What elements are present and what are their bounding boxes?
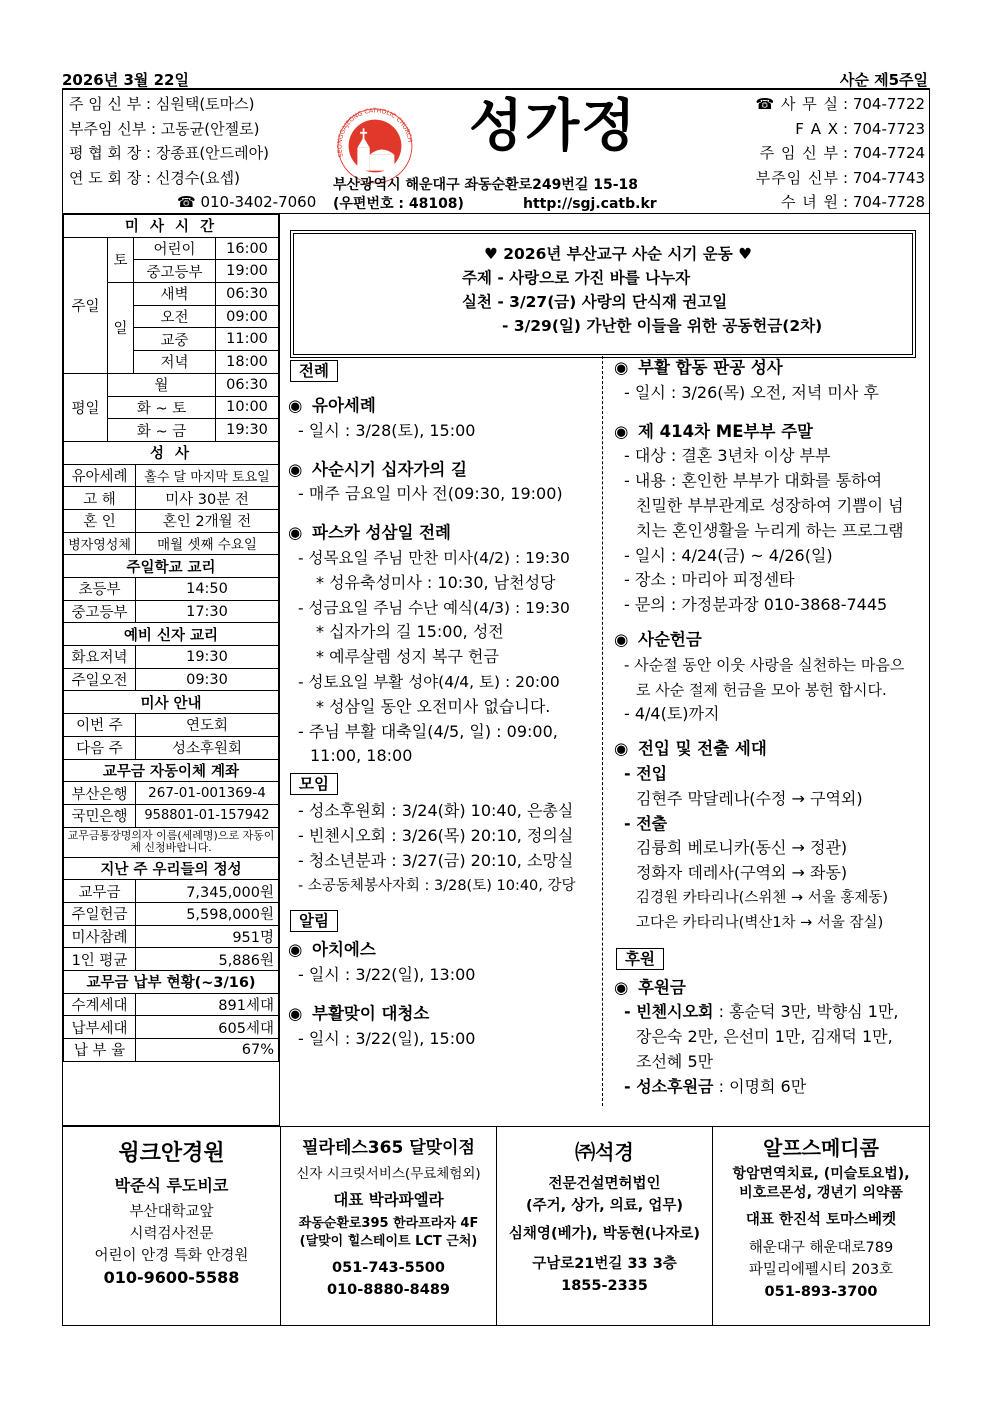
guide-value: 연도회 xyxy=(136,714,279,737)
mass-schedule-heading: 미 사 시 간 xyxy=(64,215,279,238)
bulletin-title: 성가정 xyxy=(469,94,638,159)
notice-line: - 일시 : 3/22(일), 15:00 xyxy=(298,1028,476,1048)
day-label: 일 xyxy=(108,283,134,374)
bullet-icon: ◉ xyxy=(288,940,303,960)
notice-line: - 일시 : 4/24(금) ~ 4/26(일) xyxy=(624,545,833,565)
ad-pilates xyxy=(281,1127,497,1325)
offering-heading: 지난 주 우리들의 정성 xyxy=(64,857,279,880)
guide-value: 성소후원회 xyxy=(136,736,279,759)
liturgical-week: 사순 제5주일 xyxy=(839,71,928,89)
household-line: 김경원 카타리나(스위첸 → 서울 홍제동) xyxy=(636,889,889,906)
notice-heading: ◉ 후원금 xyxy=(614,976,926,1001)
sunday-school-heading: 주일학교 교리 xyxy=(64,555,279,578)
donation-line: - 성소후원금 : 이명희 6만 xyxy=(624,1076,807,1096)
notice-heading: ◉ 부활맞이 대청소 xyxy=(288,1002,598,1027)
class-time: 09:30 xyxy=(136,668,279,691)
ad-name: 윙크안경원 xyxy=(118,1141,225,1166)
offering-name: 미사참례 xyxy=(64,925,136,948)
meeting-line: - 청소년분과 : 3/27(금) 20:10, 소망실 xyxy=(298,850,574,870)
sacrament-value: 홀수 달 마지막 토요일 xyxy=(136,464,279,487)
ad-line: 신자 시크릿서비스(무료체험외) xyxy=(296,1166,481,1182)
mass-time: 18:00 xyxy=(216,351,279,374)
offering-name: 주일헌금 xyxy=(64,902,136,925)
notice-heading: ◉ 제 414차 ME부부 주말 xyxy=(614,420,926,445)
banner-title: ♥ 2026년 부산교구 사순 시기 운동 ♥ xyxy=(483,245,752,263)
donation-line: 장은숙 2만, 은선미 1만, 김재덕 1만, xyxy=(636,1027,893,1047)
dues-value: 605세대 xyxy=(136,1016,279,1039)
contact-row: ☎ 사 무 실 : 704-7722 xyxy=(755,95,926,113)
mass-name: 저녁 xyxy=(134,351,216,374)
account-number: 958801-01-157942 xyxy=(136,804,279,827)
account-number: 267-01-001369-4 xyxy=(136,782,279,805)
ad-line: 전문건설면허법인 xyxy=(548,1176,661,1192)
sacrament-value: 매월 셋째 수요일 xyxy=(136,532,279,555)
class-time: 14:50 xyxy=(136,578,279,601)
contact-row: 주 임 신 부 : 704-7724 xyxy=(759,144,926,162)
ad-name: ㈜석경 xyxy=(575,1140,634,1164)
dues-heading: 교무금 납부 현황(~3/16) xyxy=(64,971,279,994)
masthead xyxy=(62,90,930,214)
transfer-heading: 교무금 자동이체 계좌 xyxy=(64,759,279,782)
notice-heading: ◉ 사순시기 십자가의 길 xyxy=(288,458,598,483)
offering-value: 5,598,000원 xyxy=(136,902,279,925)
notice-heading: ◉ 아치에스 xyxy=(288,938,598,963)
notice-line: 치는 혼인생활을 누리게 하는 프로그램 xyxy=(636,520,904,540)
notice-line: - 주님 부활 대축일(4/5, 일) : 09:00, xyxy=(298,721,558,741)
contact-row: 부주임 신부 : 704-7743 xyxy=(755,168,926,187)
clergy-line: 평 협 회 장 : 장종표(안드레아) xyxy=(69,144,269,162)
notice-heading: ◉ 사순헌금 xyxy=(614,628,926,653)
mass-name: 월 xyxy=(108,373,216,396)
notice-line: - 사순절 동안 이웃 사랑을 실천하는 마음으 xyxy=(624,655,905,674)
donation-line: - 빈첸시오회 : 홍순덕 3만, 박향심 1만, xyxy=(624,1002,899,1022)
dues-name: 납 부 율 xyxy=(64,1039,136,1062)
notice-line: - 성토요일 부활 성야(4/4, 토) : 20:00 xyxy=(298,672,560,691)
meeting-line: - 성소후원회 : 3/24(화) 10:40, 은총실 xyxy=(298,801,574,821)
notice-line: * 성삼일 동안 오전미사 없습니다. xyxy=(316,696,551,716)
offering-value: 951명 xyxy=(136,925,279,948)
dues-value: 891세대 xyxy=(136,993,279,1016)
notice-line: - 일시 : 3/22(일), 13:00 xyxy=(298,965,476,985)
offering-value: 5,886원 xyxy=(136,948,279,971)
weekday-label: 평일 xyxy=(64,373,108,441)
offering-name: 1인 평균 xyxy=(64,948,136,971)
class-name: 주일오전 xyxy=(64,668,136,691)
clergy-line: 연 도 회 장 : 신경수(요셉) xyxy=(69,168,241,187)
bullet-icon: ◉ xyxy=(614,977,629,997)
clergy-list xyxy=(69,92,316,215)
ad-phone: 1855-2335 xyxy=(561,1278,648,1294)
clergy-line: 부주임 신부 : 고동균(안젤로) xyxy=(69,119,260,138)
notice-line: - 장소 : 마리아 피정센타 xyxy=(624,570,795,590)
household-line: 김륭희 베로니카(동신 → 정관) xyxy=(636,838,848,858)
guide-name: 다음 주 xyxy=(64,736,136,759)
section-tag-meeting: 모임 xyxy=(290,773,338,795)
bank-name: 국민은행 xyxy=(64,804,136,827)
notice-line: - 매주 금요일 미사 전(09:30, 19:00) xyxy=(298,484,563,504)
mass-time: 10:00 xyxy=(216,396,279,419)
ad-wink-optical xyxy=(63,1127,281,1325)
bullet-icon: ◉ xyxy=(614,421,629,441)
ad-line: 항암면역치료, (미슬토요법), xyxy=(732,1166,910,1182)
class-time: 19:30 xyxy=(136,646,279,669)
bullet-icon: ◉ xyxy=(614,739,629,759)
mass-name: 중고등부 xyxy=(134,260,216,283)
mass-name: 화 ~ 토 xyxy=(108,396,216,419)
notice-line: - 일시 : 3/28(토), 15:00 xyxy=(298,420,476,440)
mass-name: 어린이 xyxy=(134,237,216,260)
dues-value: 67% xyxy=(136,1039,279,1062)
ad-line: (달맞이 힐스테이트 LCT 근처) xyxy=(299,1234,478,1249)
dues-name: 수계세대 xyxy=(64,993,136,1016)
notice-line: 친밀한 부부관계로 성장하여 기쁨이 넘 xyxy=(636,495,904,515)
class-name: 화요저녁 xyxy=(64,646,136,669)
bullet-icon: ◉ xyxy=(288,396,303,415)
ad-line: 어린이 안경 특화 안경원 xyxy=(94,1248,249,1264)
street-address: 부산광역시 해운대구 좌동순환로249번길 15-18 xyxy=(333,177,639,193)
clergy-line: 주 임 신 부 : 심원택(토마스) xyxy=(69,95,255,113)
banner-theme: 주제 - 사랑으로 가진 바를 나누자 xyxy=(462,269,691,287)
mass-time: 06:30 xyxy=(216,373,279,396)
main-content xyxy=(280,214,930,1126)
notice-heading: ◉ 전입 및 전출 세대 xyxy=(614,737,926,762)
section-tag-notice: 알림 xyxy=(290,910,338,932)
ad-line: 구남로21번길 33 3층 xyxy=(532,1256,677,1272)
mass-name: 새벽 xyxy=(134,283,216,306)
notice-heading: ◉ 유아세례 xyxy=(288,394,598,419)
sidebar xyxy=(62,214,280,1126)
banner-practice: - 3/29(일) 가난한 이들을 위한 공동헌금(2차) xyxy=(502,317,823,335)
offering-name: 교무금 xyxy=(64,880,136,903)
contact-row: 수 녀 원 : 704-7728 xyxy=(780,193,926,211)
ad-phone: 010-8880-8489 xyxy=(326,1282,451,1298)
ad-name: 알프스메디콤 xyxy=(763,1136,879,1160)
guide-name: 이번 주 xyxy=(64,714,136,737)
ad-line: 대표 한진석 토마스베켓 xyxy=(745,1212,897,1228)
notice-line: 로 사순 절제 헌금을 모아 봉헌 합시다. xyxy=(636,680,887,699)
ad-line: (주거, 상가, 의료, 업무) xyxy=(526,1198,683,1214)
sacrament-name: 병자영성체 xyxy=(64,532,136,555)
left-column xyxy=(288,356,598,1052)
church-address xyxy=(333,176,657,214)
postal-code: (우편번호 : 48108) xyxy=(333,196,464,212)
banner-practice: 실천 - 3/27(금) 사랑의 단식재 권고일 xyxy=(462,293,728,311)
lent-campaign-banner xyxy=(290,230,916,358)
household-line: 김현주 막달레나(수정 → 구역외) xyxy=(636,788,863,808)
ad-line: 심채영(베가), 박동현(나자로) xyxy=(508,1226,701,1242)
ad-line: 시력검사전문 xyxy=(129,1226,214,1242)
notice-heading: ◉ 파스카 성삼일 전례 xyxy=(288,521,598,546)
household-line: 정화자 데레사(구역외 → 좌동) xyxy=(636,863,848,883)
council-phone: ☎ 010-3402-7060 xyxy=(177,193,317,211)
notice-line: - 4/4(토)까지 xyxy=(624,704,720,724)
donation-line: 조선혜 5만 xyxy=(636,1051,714,1071)
sacrament-name: 혼 인 xyxy=(64,509,136,532)
dues-name: 납부세대 xyxy=(64,1016,136,1039)
contact-list xyxy=(723,92,925,215)
mass-guide-heading: 미사 안내 xyxy=(64,691,279,714)
mass-time: 19:30 xyxy=(216,419,279,442)
ad-phone: 051-893-3700 xyxy=(764,1284,878,1300)
bullet-icon: ◉ xyxy=(288,523,303,543)
mass-time: 16:00 xyxy=(216,237,279,260)
ad-line: 부산대학교앞 xyxy=(129,1204,214,1220)
sacrament-name: 유아세례 xyxy=(64,464,136,487)
notice-line: - 대상 : 결혼 3년차 이상 부부 xyxy=(624,446,831,466)
section-tag-liturgy: 전례 xyxy=(290,360,338,382)
mass-name: 오전 xyxy=(134,305,216,328)
sacrament-table xyxy=(63,441,279,555)
sacrament-value: 혼인 2개월 전 xyxy=(136,509,279,532)
notice-line: - 내용 : 혼인한 부부가 대화를 통하여 xyxy=(624,471,883,491)
website-link[interactable]: http://sgj.catb.kr xyxy=(523,196,657,212)
notice-line: * 성유축성미사 : 10:30, 남천성당 xyxy=(316,572,556,592)
sunday-label: 주일 xyxy=(64,237,108,373)
ad-line: 해운대구 해운대로789 xyxy=(748,1240,894,1256)
notice-line: * 십자가의 길 15:00, 성전 xyxy=(316,622,504,642)
bank-name: 부산은행 xyxy=(64,782,136,805)
sacrament-heading: 성 사 xyxy=(64,441,279,464)
svg-text:SEONGGAJEONG CATHOLIC CHURCH: SEONGGAJEONG CATHOLIC CHURCH xyxy=(336,107,414,158)
ad-line: 파밀리에펠시티 203호 xyxy=(748,1262,894,1278)
meeting-line: - 빈첸시오회 : 3/26(목) 20:10, 정의실 xyxy=(298,825,574,845)
right-column xyxy=(614,356,926,1100)
move-out-label: - 전출 xyxy=(624,813,668,833)
mass-name: 화 ~ 금 xyxy=(108,419,216,442)
ad-line: 비호르몬성, 갱년기 의약품 xyxy=(739,1185,903,1201)
ad-line: 대표 박라파엘라 xyxy=(333,1191,444,1209)
class-time: 17:30 xyxy=(136,600,279,623)
ad-phone: 051-743-5500 xyxy=(332,1260,445,1276)
ad-line: 박준식 루도비코 xyxy=(114,1176,229,1195)
mass-name: 교중 xyxy=(134,328,216,351)
contact-row: F A X : 704-7723 xyxy=(795,119,926,138)
mass-schedule-table xyxy=(63,214,279,442)
mass-time: 06:30 xyxy=(216,283,279,306)
bullet-icon: ◉ xyxy=(288,459,303,479)
class-name: 중고등부 xyxy=(64,600,136,623)
mass-time: 09:00 xyxy=(216,305,279,328)
section-tag-support: 후원 xyxy=(616,948,664,970)
move-in-label: - 전입 xyxy=(624,763,668,783)
ad-phone: 010-9600-5588 xyxy=(103,1268,240,1287)
bullet-icon: ◉ xyxy=(288,1003,303,1023)
ad-line: 좌동순환로395 한라프라자 4F xyxy=(298,1216,479,1231)
household-line: 고다은 카타리나(벽산1차 → 서울 잠실) xyxy=(636,914,884,931)
notice-line: - 문의 : 가정분과장 010-3868-7445 xyxy=(624,595,888,615)
sacrament-name: 고 해 xyxy=(64,487,136,510)
notice-line: - 일시 : 3/26(목) 오전, 저녁 미사 후 xyxy=(624,382,879,402)
notice-heading: ◉ 부활 합동 판공 성사 xyxy=(614,356,926,381)
bulletin-date: 2026년 3월 22일 xyxy=(62,71,189,89)
mass-time: 11:00 xyxy=(216,328,279,351)
column-divider xyxy=(602,356,603,1106)
notice-line: * 예루살렘 성지 복구 헌금 xyxy=(316,647,499,667)
notice-line: - 성목요일 주님 만찬 미사(4/2) : 19:30 xyxy=(298,548,570,567)
ad-alps-medicom xyxy=(713,1127,929,1325)
ad-seokgyeong xyxy=(497,1127,713,1325)
notice-line: 11:00, 18:00 xyxy=(310,746,413,766)
bullet-icon: ◉ xyxy=(614,629,629,649)
offering-value: 7,345,000원 xyxy=(136,880,279,903)
sponsor-ads xyxy=(62,1126,930,1326)
class-name: 초등부 xyxy=(64,578,136,601)
bullet-icon: ◉ xyxy=(614,358,629,377)
top-bar xyxy=(62,68,930,90)
catechumen-heading: 예비 신자 교리 xyxy=(64,623,279,646)
mass-time: 19:00 xyxy=(216,260,279,283)
transfer-note: 교무금통장명의자 이름(세례명)으로 자동이체 신청바랍니다. xyxy=(64,827,279,857)
sunday-school-table xyxy=(63,554,279,1061)
ad-name: 필라테스365 달맞이점 xyxy=(302,1138,475,1158)
notice-line: - 성금요일 주님 수난 예식(4/3) : 19:30 xyxy=(298,598,570,617)
sacrament-value: 미사 30분 전 xyxy=(136,487,279,510)
saturday-label: 토 xyxy=(108,237,134,282)
meeting-line: - 소공동체봉사자회 : 3/28(토) 10:40, 강당 xyxy=(298,877,576,894)
